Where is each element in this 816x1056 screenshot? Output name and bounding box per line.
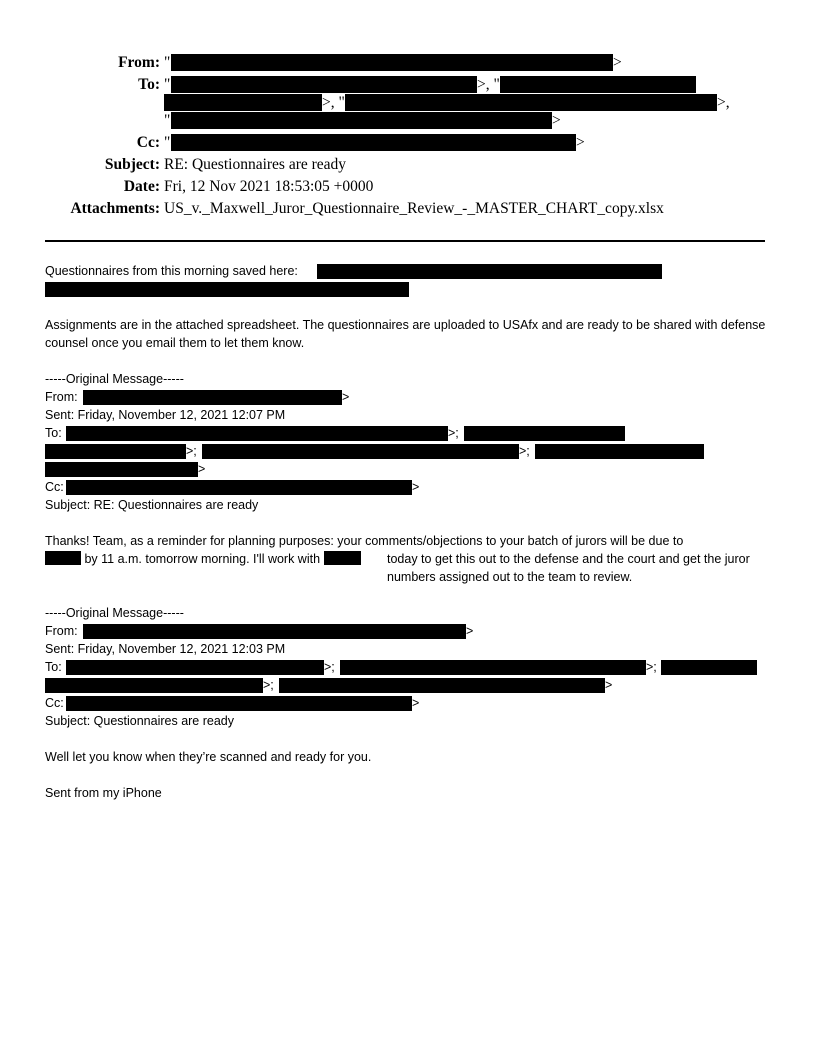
header-divider (45, 240, 765, 242)
redaction-block (45, 462, 198, 477)
orig2-to-label: To: (45, 660, 62, 674)
redaction-block (66, 696, 412, 711)
orig2-from-close: > (466, 624, 474, 638)
redaction-block (202, 444, 519, 459)
redaction-block (66, 426, 448, 441)
redaction-block (317, 264, 662, 279)
orig1-body-part3: today to get this out to the defense and the court and get the juror numbers assigned out to the team to review. (387, 552, 750, 584)
to-sep-end: >, (717, 94, 730, 111)
redaction-block (171, 54, 613, 71)
redaction-block (164, 94, 322, 111)
redaction-block (45, 444, 186, 459)
orig1-from-close: > (342, 390, 350, 404)
redaction-block (83, 624, 466, 639)
to-label: To: (138, 76, 160, 93)
redaction-block (171, 112, 552, 129)
orig2-to-sep: >; (324, 660, 335, 674)
orig2-from-label: From: (45, 624, 78, 638)
date-label: Date: (123, 178, 160, 195)
original-message-marker: -----Original Message----- (45, 372, 184, 386)
from-close: > (613, 54, 622, 71)
orig2-cc-close: > (412, 696, 420, 710)
orig1-to-sep: >; (186, 444, 197, 458)
orig1-to-label: To: (45, 426, 62, 440)
orig2-to-close: > (605, 678, 613, 692)
redaction-block (45, 678, 263, 693)
to-quote: " (164, 76, 171, 93)
orig1-body-part3-line2 (387, 550, 766, 586)
saved-here-text: Questionnaires from this morning saved here: (45, 264, 298, 278)
redaction-block (66, 660, 324, 675)
redaction-block (45, 551, 81, 565)
redaction-block (661, 660, 757, 675)
redaction-block (324, 551, 361, 565)
orig2-to-sep: >; (263, 678, 274, 692)
original-message-marker-2: -----Original Message----- (45, 606, 184, 620)
orig1-body-part2: by 11 a.m. tomorrow morning. I'll work with (81, 552, 324, 566)
redaction-block (340, 660, 646, 675)
redaction-block (535, 444, 704, 459)
assignments-paragraph: Assignments are in the attached spreadsheet. The questionnaires are uploaded to USAfx and are ready to be shared with defense counsel once you email them to let them know. (45, 318, 766, 350)
cc-close: > (576, 134, 585, 151)
to-quote: " (164, 112, 171, 129)
to-sep: >, " (322, 94, 345, 111)
orig1-to-close: > (198, 462, 206, 476)
redaction-block (345, 94, 717, 111)
redaction-block (171, 134, 576, 151)
orig1-subject: Subject: RE: Questionnaires are ready (45, 498, 259, 512)
orig1-cc-label: Cc: (45, 480, 64, 494)
subject-label: Subject: (104, 156, 160, 173)
redaction-block (500, 76, 696, 93)
redaction-block (45, 282, 409, 297)
subject-value: RE: Questionnaires are ready (164, 156, 347, 173)
orig2-sent: Sent: Friday, November 12, 2021 12:03 PM (45, 642, 286, 656)
to-sep: >, " (477, 76, 500, 93)
to-close: > (552, 112, 561, 129)
orig1-to-sep: >; (519, 444, 530, 458)
orig1-body-line1: Thanks! Team, as a reminder for planning purposes: your comments/objections to your batch of jurors will be due to (45, 534, 684, 548)
orig1-cc-close: > (412, 480, 420, 494)
cc-label: Cc: (136, 134, 160, 151)
from-quote: " (164, 54, 171, 71)
redaction-block (279, 678, 605, 693)
redaction-block (66, 480, 412, 495)
orig1-sent: Sent: Friday, November 12, 2021 12:07 PM (45, 408, 286, 422)
orig2-body: Well let you know when they’re scanned and ready for you. (45, 750, 372, 764)
attachments-label: Attachments: (70, 200, 160, 217)
redaction-block (83, 390, 342, 405)
attachment-filename[interactable]: US_v._Maxwell_Juror_Questionnaire_Review_-_MASTER_CHART_copy.xlsx (164, 200, 664, 217)
from-label: From: (118, 54, 160, 71)
signature: Sent from my iPhone (45, 786, 162, 800)
orig2-to-sep: >; (646, 660, 657, 674)
orig2-cc-label: Cc: (45, 696, 64, 710)
orig1-from-label: From: (45, 390, 78, 404)
date-value: Fri, 12 Nov 2021 18:53:05 +0000 (164, 178, 374, 195)
orig2-subject: Subject: Questionnaires are ready (45, 714, 234, 728)
redaction-block (171, 76, 477, 93)
cc-quote: " (164, 134, 171, 151)
redaction-block (464, 426, 625, 441)
orig1-to-sep: >; (448, 426, 459, 440)
